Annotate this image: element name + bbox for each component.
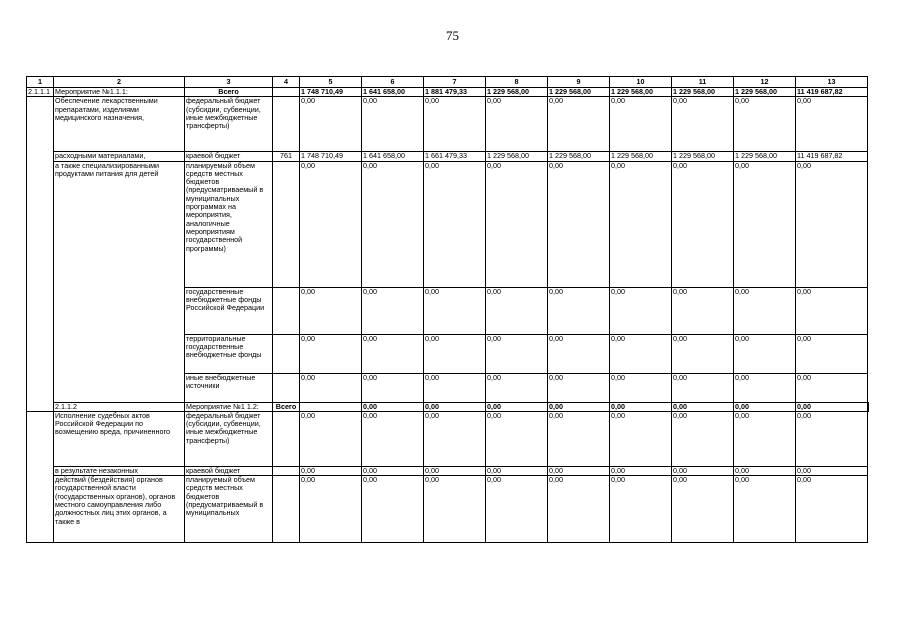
source-label: планируемый объем средств местных бюджетов (предусматриваемый в муниципальных программах на мероприятия, аналогичные мероприятиям государственной программы): [185, 161, 273, 287]
value-cell: 0,00: [486, 287, 548, 334]
value-cell: 0,00: [796, 161, 868, 287]
value-cell: 0,00: [672, 373, 734, 402]
value-cell: 0,00: [300, 373, 362, 402]
value-cell: 0,00: [610, 373, 672, 402]
column-header: 11: [672, 77, 734, 88]
value-cell: 0,00: [548, 466, 610, 475]
table-row: [27, 152, 869, 161]
item-description: Исполнение судебных актов Российской Федерации по возмещению вреда, причиненного: [54, 411, 185, 466]
value-cell: 0,00: [424, 476, 486, 543]
value-cell: 1 748 710,49: [300, 88, 362, 97]
value-cell: 0,00: [734, 402, 796, 411]
value-cell: 1 881 479,33: [424, 88, 486, 97]
value-cell: 0,00: [734, 97, 796, 152]
value-cell: 0,00: [734, 373, 796, 402]
value-cell: 1 229 568,00: [486, 88, 548, 97]
column-header: 3: [185, 77, 273, 88]
value-cell: 1 229 568,00: [548, 88, 610, 97]
value-cell: 0,00: [424, 334, 486, 373]
value-cell: 0,00: [362, 97, 424, 152]
value-cell: 0,00: [362, 466, 424, 475]
table-row: [27, 402, 869, 411]
value-cell: 0,00: [300, 161, 362, 287]
value-cell: 0,00: [610, 411, 672, 466]
value-cell: 1 641 658,00: [362, 88, 424, 97]
value-cell: 0,00: [486, 411, 548, 466]
column-header: 10: [610, 77, 672, 88]
budget-code: 761: [273, 152, 300, 161]
value-cell: 0,00: [362, 287, 424, 334]
value-cell: 0,00: [610, 161, 672, 287]
value-cell: 0,00: [548, 373, 610, 402]
column-header: 13: [796, 77, 868, 88]
value-cell: 0,00: [548, 334, 610, 373]
value-cell: 1 229 568,00: [548, 152, 610, 161]
value-cell: 0,00: [424, 287, 486, 334]
value-cell: 0,00: [672, 334, 734, 373]
value-cell: 0,00: [362, 476, 424, 543]
value-cell: 0,00: [548, 287, 610, 334]
value-cell: 0,00: [796, 402, 868, 411]
item-code: 2.1.1.2: [54, 402, 185, 411]
page-number: 75: [446, 28, 459, 43]
value-cell: 11 419 687,82: [796, 88, 868, 97]
column-header: 9: [548, 77, 610, 88]
value-cell: 0,00: [610, 334, 672, 373]
value-cell: 0,00: [548, 411, 610, 466]
value-cell: 0,00: [424, 373, 486, 402]
value-cell: 0,00: [424, 402, 486, 411]
value-cell: 0,00: [486, 373, 548, 402]
item-title: Мероприятие №1 1.2:: [185, 402, 273, 411]
value-cell: 0,00: [610, 466, 672, 475]
source-label: Всего: [185, 88, 273, 97]
source-label: федеральный бюджет (субсидии, субвенции, иные межбюджетные трансферты): [185, 97, 273, 152]
value-cell: 0,00: [734, 287, 796, 334]
value-cell: 0,00: [734, 466, 796, 475]
value-cell: 1 641 658,00: [362, 152, 424, 161]
value-cell: 0,00: [300, 287, 362, 334]
value-cell: 0,00: [362, 161, 424, 287]
value-cell: 0,00: [796, 287, 868, 334]
value-cell: 11 419 687,82: [796, 152, 868, 161]
value-cell: 0,00: [672, 476, 734, 543]
table-row: [27, 476, 869, 543]
source-label: краевой бюджет: [185, 466, 273, 475]
source-label: иные внебюджетные источники: [185, 373, 273, 402]
value-cell: 0,00: [672, 161, 734, 287]
value-cell: 0,00: [610, 402, 672, 411]
value-cell: 0,00: [424, 97, 486, 152]
value-cell: 1 229 568,00: [734, 152, 796, 161]
value-cell: 0,00: [300, 334, 362, 373]
item-description: действий (бездействия) органов государственной власти (государственных органов), органов местного самоуправления либо должностных лиц этих органов, а также в: [54, 476, 185, 543]
value-cell: 0,00: [548, 97, 610, 152]
item-code: 2.1.1.1: [27, 88, 54, 97]
table-row: [27, 411, 869, 466]
header-row: [27, 77, 869, 88]
value-cell: 0,00: [300, 411, 362, 466]
value-cell: 0,00: [672, 97, 734, 152]
value-cell: 0,00: [796, 466, 868, 475]
value-cell: 1 661 479,33: [424, 152, 486, 161]
column-header: 6: [362, 77, 424, 88]
value-cell: 0,00: [548, 402, 610, 411]
value-cell: 0,00: [796, 334, 868, 373]
source-label: территориальные государственные внебюджетные фонды: [185, 334, 273, 373]
value-cell: 0,00: [610, 287, 672, 334]
item-description: а также специализированными продуктами питания для детей: [54, 161, 185, 402]
value-cell: 1 229 568,00: [610, 152, 672, 161]
value-cell: 0,00: [362, 402, 424, 411]
column-header: 5: [300, 77, 362, 88]
item-description: Обеспечение лекарственными препаратами, изделиями медицинского назначения,: [54, 97, 185, 152]
value-cell: 0,00: [362, 411, 424, 466]
value-cell: 0,00: [610, 97, 672, 152]
value-cell: 0,00: [486, 97, 548, 152]
value-cell: 0,00: [672, 287, 734, 334]
budget-table: [26, 76, 869, 543]
source-label: федеральный бюджет (субсидии, субвенции, иные межбюджетные трансферты): [185, 411, 273, 466]
value-cell: 0,00: [486, 466, 548, 475]
source-label: планируемый объем средств местных бюджетов (предусматриваемый в муниципальных: [185, 476, 273, 543]
value-cell: 0,00: [672, 411, 734, 466]
column-header: 1: [27, 77, 54, 88]
table-row: [27, 88, 869, 97]
value-cell: 0,00: [734, 334, 796, 373]
value-cell: 0,00: [796, 97, 868, 152]
value-cell: 1 748 710,49: [300, 152, 362, 161]
source-label: государственные внебюджетные фонды Российской Федерации: [185, 287, 273, 334]
table-row: [27, 97, 869, 152]
value-cell: 0,00: [610, 476, 672, 543]
item-description: в результате незаконных: [54, 466, 185, 475]
column-header: 2: [54, 77, 185, 88]
value-cell: 0,00: [734, 411, 796, 466]
value-cell: [868, 402, 869, 411]
item-title: Мероприятие №1.1.1:: [54, 88, 185, 97]
item-description: расходными материалами,: [54, 152, 185, 161]
value-cell: 0,00: [796, 411, 868, 466]
value-cell: 0,00: [424, 466, 486, 475]
value-cell: 0,00: [548, 161, 610, 287]
value-cell: 1 229 568,00: [734, 88, 796, 97]
table-row: [27, 466, 869, 475]
source-label: Всего: [273, 402, 300, 411]
value-cell: 0,00: [548, 476, 610, 543]
source-label: краевой бюджет: [185, 152, 273, 161]
value-cell: 0,00: [734, 161, 796, 287]
value-cell: 0,00: [424, 411, 486, 466]
value-cell: 1 229 568,00: [610, 88, 672, 97]
value-cell: 1 229 568,00: [672, 152, 734, 161]
value-cell: 0,00: [424, 161, 486, 287]
value-cell: 0,00: [796, 476, 868, 543]
value-cell: 1 229 568,00: [486, 152, 548, 161]
value-cell: 0,00: [796, 373, 868, 402]
value-cell: 0,00: [300, 466, 362, 475]
column-header: 8: [486, 77, 548, 88]
value-cell: 0,00: [486, 476, 548, 543]
value-cell: 0,00: [362, 373, 424, 402]
value-cell: 0,00: [486, 161, 548, 287]
value-cell: 0,00: [300, 476, 362, 543]
value-cell: 0,00: [672, 402, 734, 411]
table-row: [27, 161, 869, 287]
value-cell: 0,00: [734, 476, 796, 543]
value-cell: 0,00: [362, 334, 424, 373]
column-header: 7: [424, 77, 486, 88]
column-header: 4: [273, 77, 300, 88]
column-header: 12: [734, 77, 796, 88]
value-cell: 0,00: [672, 466, 734, 475]
value-cell: 0,00: [486, 402, 548, 411]
value-cell: 0,00: [300, 97, 362, 152]
value-cell: 1 229 568,00: [672, 88, 734, 97]
value-cell: 0,00: [486, 334, 548, 373]
